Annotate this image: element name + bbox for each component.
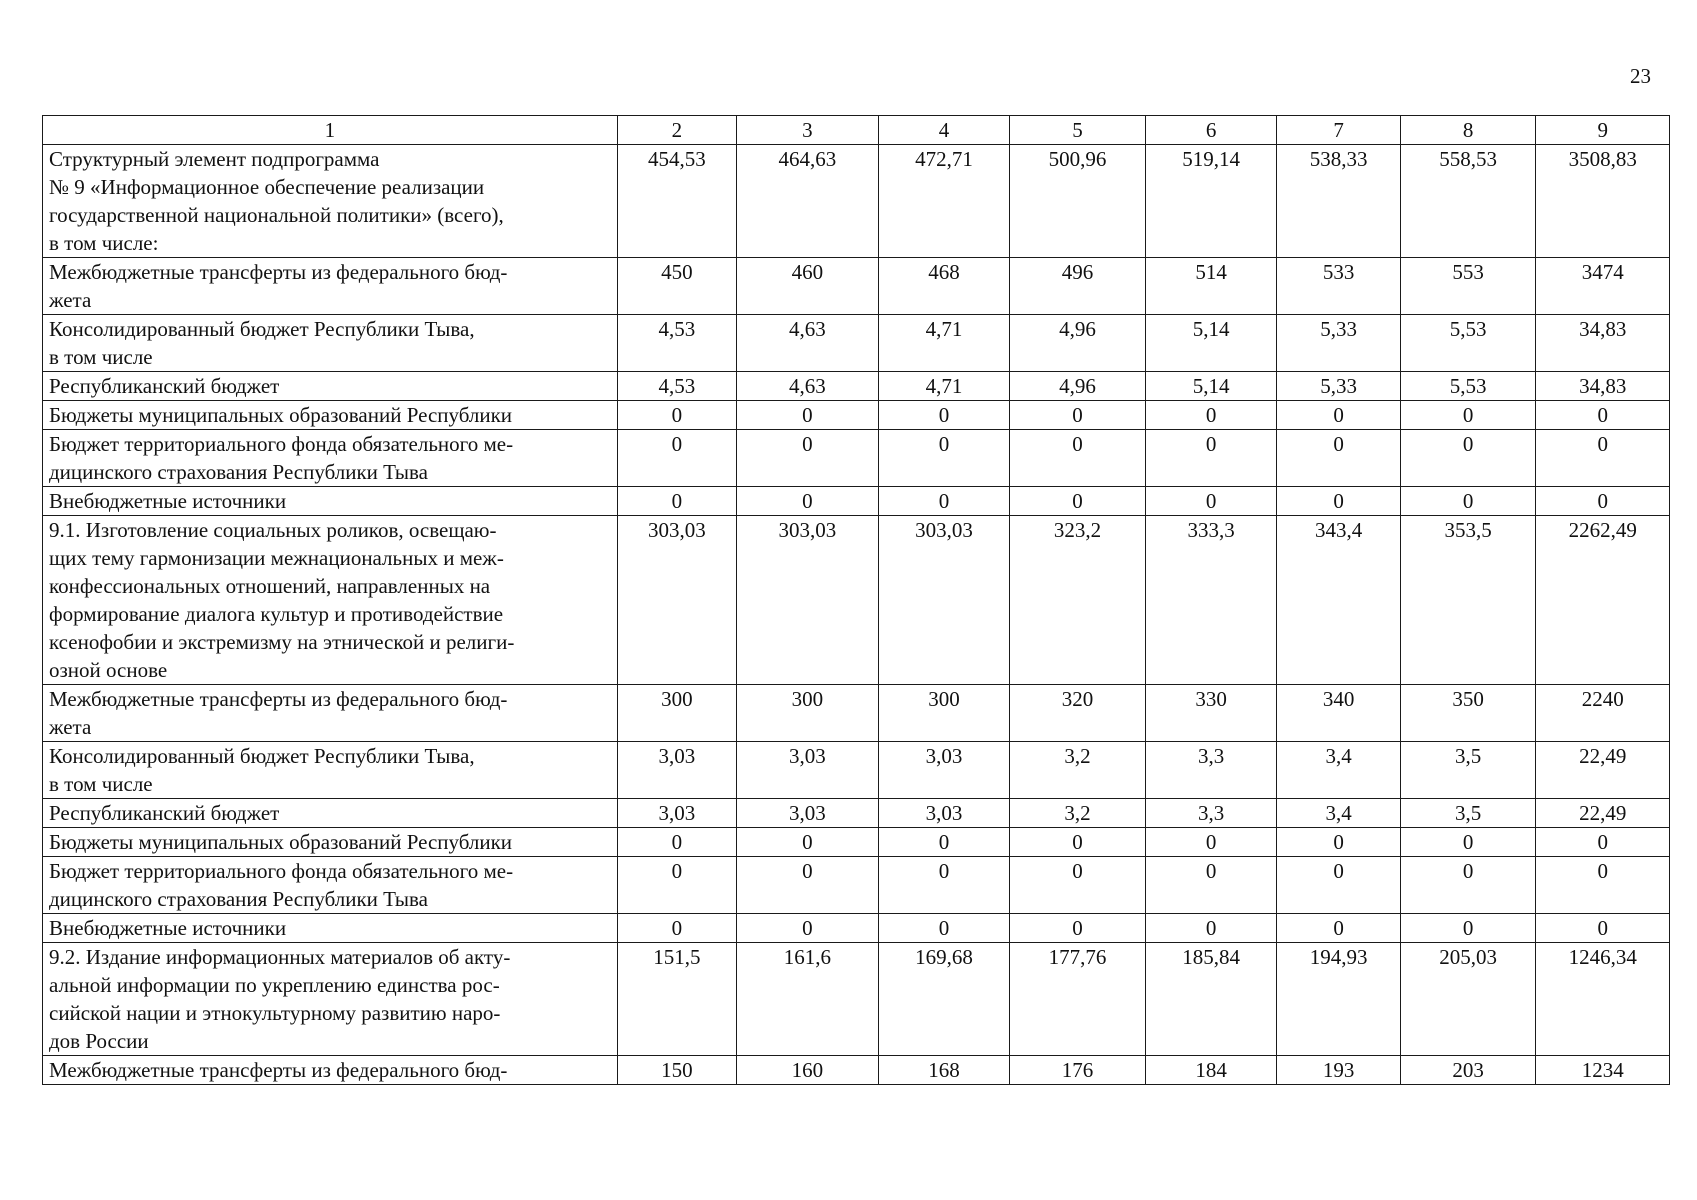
value-cell-col-8: 553 bbox=[1400, 258, 1536, 315]
value-cell-col-6: 330 bbox=[1145, 685, 1277, 742]
value-cell-col-7: 5,33 bbox=[1277, 372, 1400, 401]
value-cell-col-9: 0 bbox=[1536, 401, 1670, 430]
row-label-line: Внебюджетные источники bbox=[49, 916, 287, 940]
header-cell-8: 8 bbox=[1400, 116, 1536, 145]
value-cell-col-8: 0 bbox=[1400, 914, 1536, 943]
table-row bbox=[43, 430, 1670, 487]
table-row bbox=[43, 315, 1670, 372]
value-cell-col-6: 0 bbox=[1145, 857, 1277, 914]
value-cell-col-9: 1234 bbox=[1536, 1056, 1670, 1085]
row-label-cell bbox=[43, 372, 618, 401]
value-cell-col-3: 0 bbox=[737, 857, 879, 914]
value-cell-col-6: 184 bbox=[1145, 1056, 1277, 1085]
value-cell-col-4: 4,71 bbox=[878, 315, 1010, 372]
value-cell-col-9: 2240 bbox=[1536, 685, 1670, 742]
value-cell-col-8: 0 bbox=[1400, 487, 1536, 516]
row-label-cell bbox=[43, 828, 618, 857]
value-cell-col-5: 0 bbox=[1010, 914, 1146, 943]
value-cell-col-8: 350 bbox=[1400, 685, 1536, 742]
header-cell-6: 6 bbox=[1145, 116, 1277, 145]
value-cell-col-2: 0 bbox=[617, 430, 736, 487]
value-cell-col-2: 150 bbox=[617, 1056, 736, 1085]
row-label-line: Республиканский бюджет bbox=[49, 374, 280, 398]
value-cell-col-7: 0 bbox=[1277, 857, 1400, 914]
table-row bbox=[43, 487, 1670, 516]
value-cell-col-7: 343,4 bbox=[1277, 516, 1400, 685]
row-label-line: жета bbox=[49, 715, 92, 739]
value-cell-col-5: 3,2 bbox=[1010, 742, 1146, 799]
value-cell-col-9: 0 bbox=[1536, 914, 1670, 943]
value-cell-col-5: 500,96 bbox=[1010, 145, 1146, 258]
row-label-line: Межбюджетные трансферты из федерального бюд- bbox=[49, 260, 508, 284]
value-cell-col-6: 0 bbox=[1145, 401, 1277, 430]
value-cell-col-6: 0 bbox=[1145, 914, 1277, 943]
value-cell-col-2: 151,5 bbox=[617, 943, 736, 1056]
value-cell-col-9: 3474 bbox=[1536, 258, 1670, 315]
value-cell-col-9: 34,83 bbox=[1536, 315, 1670, 372]
value-cell-col-4: 168 bbox=[878, 1056, 1010, 1085]
value-cell-col-2: 0 bbox=[617, 857, 736, 914]
value-cell-col-8: 205,03 bbox=[1400, 943, 1536, 1056]
value-cell-col-7: 5,33 bbox=[1277, 315, 1400, 372]
value-cell-col-6: 3,3 bbox=[1145, 742, 1277, 799]
value-cell-col-3: 0 bbox=[737, 828, 879, 857]
value-cell-col-8: 353,5 bbox=[1400, 516, 1536, 685]
value-cell-col-6: 514 bbox=[1145, 258, 1277, 315]
value-cell-col-6: 0 bbox=[1145, 487, 1277, 516]
value-cell-col-5: 0 bbox=[1010, 857, 1146, 914]
row-label-cell bbox=[43, 799, 618, 828]
value-cell-col-2: 3,03 bbox=[617, 799, 736, 828]
value-cell-col-9: 3508,83 bbox=[1536, 145, 1670, 258]
row-label-line: Бюджеты муниципальных образований Республики bbox=[49, 830, 513, 854]
value-cell-col-6: 5,14 bbox=[1145, 372, 1277, 401]
value-cell-col-7: 0 bbox=[1277, 487, 1400, 516]
table-row bbox=[43, 1056, 1670, 1085]
row-label-line: 9.2. Издание информационных материалов об акту- bbox=[49, 945, 511, 969]
row-label-line: озной основе bbox=[49, 658, 168, 682]
value-cell-col-2: 300 bbox=[617, 685, 736, 742]
value-cell-col-9: 1246,34 bbox=[1536, 943, 1670, 1056]
value-cell-col-7: 0 bbox=[1277, 430, 1400, 487]
value-cell-col-8: 203 bbox=[1400, 1056, 1536, 1085]
value-cell-col-8: 0 bbox=[1400, 430, 1536, 487]
value-cell-col-9: 34,83 bbox=[1536, 372, 1670, 401]
row-label-cell bbox=[43, 315, 618, 372]
value-cell-col-2: 3,03 bbox=[617, 742, 736, 799]
header-cell-4: 4 bbox=[878, 116, 1010, 145]
row-label-cell bbox=[43, 914, 618, 943]
row-label-cell bbox=[43, 685, 618, 742]
row-label-cell bbox=[43, 742, 618, 799]
value-cell-col-6: 519,14 bbox=[1145, 145, 1277, 258]
value-cell-col-4: 3,03 bbox=[878, 742, 1010, 799]
value-cell-col-9: 0 bbox=[1536, 430, 1670, 487]
row-label-line: в том числе: bbox=[49, 231, 159, 255]
row-label-cell bbox=[43, 857, 618, 914]
value-cell-col-5: 4,96 bbox=[1010, 315, 1146, 372]
value-cell-col-3: 0 bbox=[737, 914, 879, 943]
value-cell-col-5: 320 bbox=[1010, 685, 1146, 742]
value-cell-col-2: 0 bbox=[617, 914, 736, 943]
value-cell-col-5: 0 bbox=[1010, 430, 1146, 487]
value-cell-col-9: 22,49 bbox=[1536, 742, 1670, 799]
value-cell-col-3: 303,03 bbox=[737, 516, 879, 685]
table-row bbox=[43, 258, 1670, 315]
row-label-cell bbox=[43, 943, 618, 1056]
value-cell-col-7: 0 bbox=[1277, 401, 1400, 430]
value-cell-col-4: 303,03 bbox=[878, 516, 1010, 685]
table-row bbox=[43, 857, 1670, 914]
row-label-cell bbox=[43, 487, 618, 516]
value-cell-col-3: 160 bbox=[737, 1056, 879, 1085]
value-cell-col-3: 3,03 bbox=[737, 799, 879, 828]
row-label-line: дицинского страхования Республики Тыва bbox=[49, 887, 429, 911]
value-cell-col-5: 0 bbox=[1010, 487, 1146, 516]
row-label-cell bbox=[43, 1056, 618, 1085]
value-cell-col-8: 0 bbox=[1400, 828, 1536, 857]
value-cell-col-2: 4,53 bbox=[617, 315, 736, 372]
value-cell-col-4: 0 bbox=[878, 487, 1010, 516]
value-cell-col-6: 0 bbox=[1145, 828, 1277, 857]
value-cell-col-6: 185,84 bbox=[1145, 943, 1277, 1056]
value-cell-col-3: 0 bbox=[737, 401, 879, 430]
row-label-line: Бюджет территориального фонда обязательного ме- bbox=[49, 432, 514, 456]
value-cell-col-2: 454,53 bbox=[617, 145, 736, 258]
value-cell-col-3: 161,6 bbox=[737, 943, 879, 1056]
value-cell-col-2: 303,03 bbox=[617, 516, 736, 685]
value-cell-col-9: 2262,49 bbox=[1536, 516, 1670, 685]
header-cell-3: 3 bbox=[737, 116, 879, 145]
value-cell-col-3: 4,63 bbox=[737, 315, 879, 372]
row-label-line: дов России bbox=[49, 1029, 149, 1053]
value-cell-col-5: 176 bbox=[1010, 1056, 1146, 1085]
row-label-line: конфессиональных отношений, направленных на bbox=[49, 574, 491, 598]
row-label-line: жета bbox=[49, 288, 92, 312]
value-cell-col-3: 460 bbox=[737, 258, 879, 315]
header-row bbox=[43, 116, 1670, 145]
value-cell-col-6: 333,3 bbox=[1145, 516, 1277, 685]
value-cell-col-7: 538,33 bbox=[1277, 145, 1400, 258]
value-cell-col-4: 0 bbox=[878, 828, 1010, 857]
value-cell-col-6: 0 bbox=[1145, 430, 1277, 487]
value-cell-col-3: 4,63 bbox=[737, 372, 879, 401]
row-label-cell bbox=[43, 401, 618, 430]
table-row bbox=[43, 516, 1670, 685]
value-cell-col-6: 5,14 bbox=[1145, 315, 1277, 372]
page-number: 23 bbox=[1630, 64, 1651, 88]
value-cell-col-5: 3,2 bbox=[1010, 799, 1146, 828]
table-row bbox=[43, 685, 1670, 742]
row-label-line: Внебюджетные источники bbox=[49, 489, 287, 513]
table-row bbox=[43, 828, 1670, 857]
row-label-line: Бюджеты муниципальных образований Республики bbox=[49, 403, 513, 427]
value-cell-col-4: 3,03 bbox=[878, 799, 1010, 828]
row-label-cell bbox=[43, 145, 618, 258]
value-cell-col-2: 0 bbox=[617, 487, 736, 516]
row-label-line: формирование диалога культур и противодействие bbox=[49, 602, 504, 626]
value-cell-col-3: 0 bbox=[737, 430, 879, 487]
row-label-line: Консолидированный бюджет Республики Тыва, bbox=[49, 317, 475, 341]
header-cell-5: 5 bbox=[1010, 116, 1146, 145]
row-label-line: Межбюджетные трансферты из федерального бюд- bbox=[49, 1058, 508, 1082]
table-row bbox=[43, 372, 1670, 401]
table-row bbox=[43, 943, 1670, 1056]
row-label-line: 9.1. Изготовление социальных роликов, освещаю- bbox=[49, 518, 497, 542]
value-cell-col-4: 0 bbox=[878, 401, 1010, 430]
value-cell-col-4: 0 bbox=[878, 857, 1010, 914]
value-cell-col-8: 3,5 bbox=[1400, 742, 1536, 799]
value-cell-col-9: 0 bbox=[1536, 857, 1670, 914]
row-label-line: Консолидированный бюджет Республики Тыва, bbox=[49, 744, 475, 768]
value-cell-col-8: 0 bbox=[1400, 857, 1536, 914]
table-body bbox=[43, 116, 1670, 1085]
value-cell-col-8: 5,53 bbox=[1400, 315, 1536, 372]
value-cell-col-8: 5,53 bbox=[1400, 372, 1536, 401]
row-label-line: Межбюджетные трансферты из федерального бюд- bbox=[49, 687, 508, 711]
header-cell-1: 1 bbox=[43, 116, 618, 145]
header-cell-9: 9 bbox=[1536, 116, 1670, 145]
value-cell-col-8: 558,53 bbox=[1400, 145, 1536, 258]
value-cell-col-4: 300 bbox=[878, 685, 1010, 742]
value-cell-col-2: 450 bbox=[617, 258, 736, 315]
value-cell-col-3: 464,63 bbox=[737, 145, 879, 258]
value-cell-col-9: 0 bbox=[1536, 487, 1670, 516]
table-row bbox=[43, 742, 1670, 799]
row-label-line: альной информации по укреплению единства рос- bbox=[49, 973, 500, 997]
value-cell-col-9: 0 bbox=[1536, 828, 1670, 857]
row-label-cell bbox=[43, 258, 618, 315]
value-cell-col-4: 169,68 bbox=[878, 943, 1010, 1056]
value-cell-col-5: 0 bbox=[1010, 401, 1146, 430]
value-cell-col-7: 340 bbox=[1277, 685, 1400, 742]
row-label-line: ксенофобии и экстремизму на этнической и религи- bbox=[49, 630, 515, 654]
value-cell-col-3: 0 bbox=[737, 487, 879, 516]
value-cell-col-5: 177,76 bbox=[1010, 943, 1146, 1056]
row-label-line: Бюджет территориального фонда обязательного ме- bbox=[49, 859, 514, 883]
value-cell-col-7: 3,4 bbox=[1277, 799, 1400, 828]
value-cell-col-4: 472,71 bbox=[878, 145, 1010, 258]
value-cell-col-8: 0 bbox=[1400, 401, 1536, 430]
row-label-line: в том числе bbox=[49, 772, 153, 796]
value-cell-col-4: 0 bbox=[878, 430, 1010, 487]
value-cell-col-2: 4,53 bbox=[617, 372, 736, 401]
budget-table bbox=[42, 115, 1670, 1085]
value-cell-col-7: 533 bbox=[1277, 258, 1400, 315]
row-label-line: Структурный элемент подпрограмма bbox=[49, 147, 380, 171]
table-row bbox=[43, 401, 1670, 430]
header-cell-7: 7 bbox=[1277, 116, 1400, 145]
value-cell-col-7: 0 bbox=[1277, 914, 1400, 943]
value-cell-col-5: 0 bbox=[1010, 828, 1146, 857]
value-cell-col-3: 300 bbox=[737, 685, 879, 742]
row-label-cell bbox=[43, 430, 618, 487]
table-row bbox=[43, 799, 1670, 828]
value-cell-col-7: 194,93 bbox=[1277, 943, 1400, 1056]
value-cell-col-7: 0 bbox=[1277, 828, 1400, 857]
row-label-line: дицинского страхования Республики Тыва bbox=[49, 460, 429, 484]
value-cell-col-8: 3,5 bbox=[1400, 799, 1536, 828]
row-label-cell bbox=[43, 516, 618, 685]
row-label-line: в том числе bbox=[49, 345, 153, 369]
header-cell-2: 2 bbox=[617, 116, 736, 145]
table-row bbox=[43, 914, 1670, 943]
value-cell-col-7: 3,4 bbox=[1277, 742, 1400, 799]
row-label-line: Республиканский бюджет bbox=[49, 801, 280, 825]
table-row bbox=[43, 145, 1670, 258]
value-cell-col-3: 3,03 bbox=[737, 742, 879, 799]
value-cell-col-7: 193 bbox=[1277, 1056, 1400, 1085]
value-cell-col-9: 22,49 bbox=[1536, 799, 1670, 828]
row-label-line: № 9 «Информационное обеспечение реализации bbox=[49, 175, 485, 199]
value-cell-col-5: 496 bbox=[1010, 258, 1146, 315]
row-label-line: щих тему гармонизации межнациональных и меж- bbox=[49, 546, 504, 570]
value-cell-col-6: 3,3 bbox=[1145, 799, 1277, 828]
value-cell-col-4: 0 bbox=[878, 914, 1010, 943]
value-cell-col-4: 468 bbox=[878, 258, 1010, 315]
row-label-line: сийской нации и этнокультурному развитию наро- bbox=[49, 1001, 501, 1025]
value-cell-col-2: 0 bbox=[617, 401, 736, 430]
row-label-line: государственной национальной политики» (всего), bbox=[49, 203, 504, 227]
value-cell-col-5: 4,96 bbox=[1010, 372, 1146, 401]
value-cell-col-5: 323,2 bbox=[1010, 516, 1146, 685]
value-cell-col-2: 0 bbox=[617, 828, 736, 857]
value-cell-col-4: 4,71 bbox=[878, 372, 1010, 401]
